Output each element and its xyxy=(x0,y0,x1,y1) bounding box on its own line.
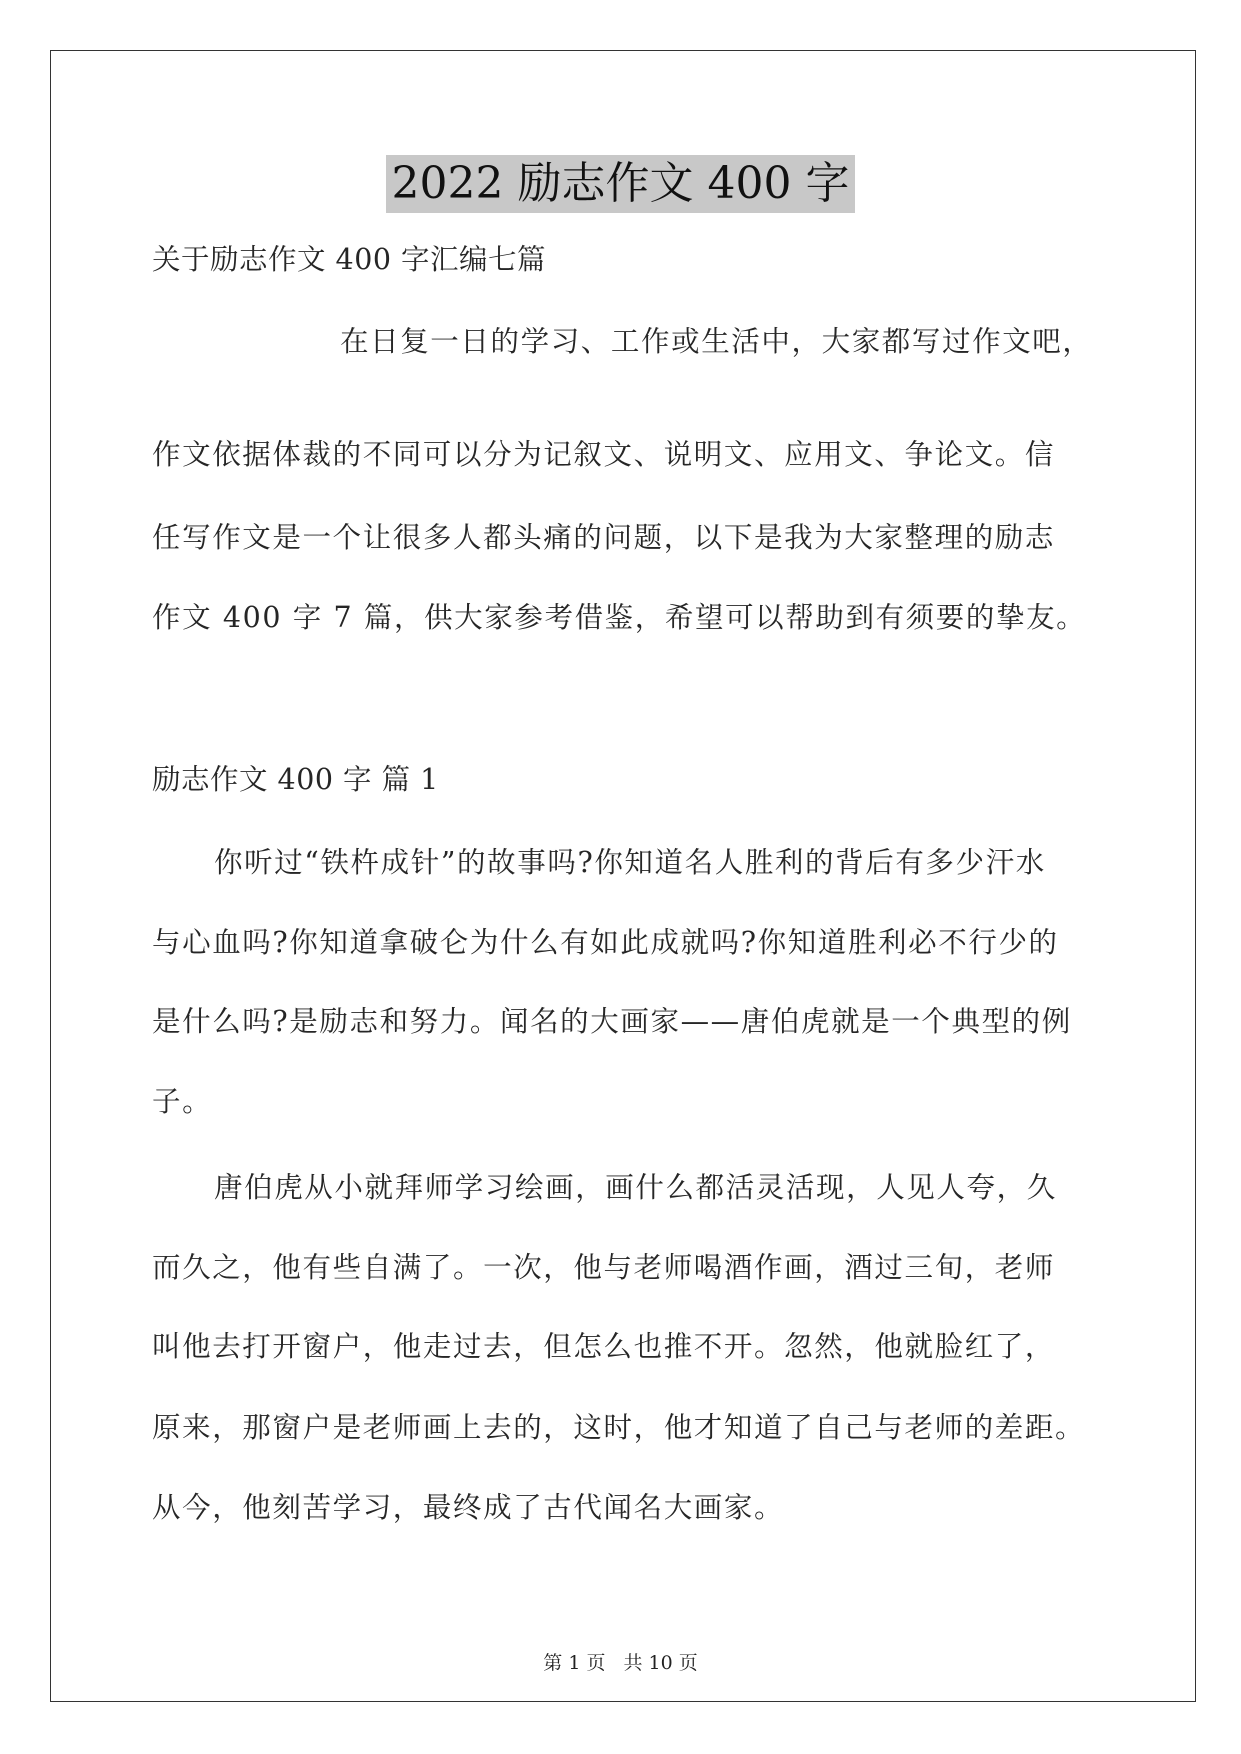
section-heading: 励志作文 400 字 篇 1 xyxy=(152,763,439,796)
paragraph-line: 唐伯虎从小就拜师学习绘画，画什么都活灵活现，人见人夸，久 xyxy=(214,1171,1057,1204)
paragraph-line: 你听过“铁杵成针”的故事吗?你知道名人胜利的背后有多少汗水 xyxy=(214,846,1046,879)
document-title: 2022 励志作文 400 字 xyxy=(386,155,856,213)
paragraph-line: 与心血吗?你知道拿破仑为什么有如此成就吗?你知道胜利必不行少的 xyxy=(152,926,1059,959)
paragraph-line: 而久之，他有些自满了。一次，他与老师喝酒作画，酒过三旬，老师 xyxy=(152,1251,1056,1284)
document-title-wrapper xyxy=(0,155,1241,213)
paragraph-line: 原来，那窗户是老师画上去的，这时，他才知道了自己与老师的差距。 xyxy=(152,1411,1086,1444)
intro-line: 作文依据体裁的不同可以分为记叙文、说明文、应用文、争论文。信 xyxy=(152,438,1056,471)
page-footer xyxy=(0,1650,1241,1676)
document-subtitle: 关于励志作文 400 字汇编七篇 xyxy=(152,243,547,276)
intro-line: 作文 400 字 7 篇，供大家参考借鉴，希望可以帮助到有须要的挚友。 xyxy=(152,601,1087,634)
total-pages: 共 10 页 xyxy=(623,1652,698,1674)
paragraph-line: 从今，他刻苦学习，最终成了古代闻名大画家。 xyxy=(152,1491,785,1524)
intro-line: 在日复一日的学习、工作或生活中，大家都写过作文吧， xyxy=(340,325,1093,358)
page-number: 第 1 页 xyxy=(543,1652,606,1674)
paragraph-line: 是什么吗?是励志和努力。闻名的大画家——唐伯虎就是一个典型的例 xyxy=(152,1005,1072,1038)
paragraph-line: 叫他去打开窗户，他走过去，但怎么也推不开。忽然，他就脸红了， xyxy=(152,1330,1056,1363)
intro-line: 任写作文是一个让很多人都头痛的问题，以下是我为大家整理的励志 xyxy=(152,521,1056,554)
paragraph-line: 子。 xyxy=(152,1085,213,1118)
